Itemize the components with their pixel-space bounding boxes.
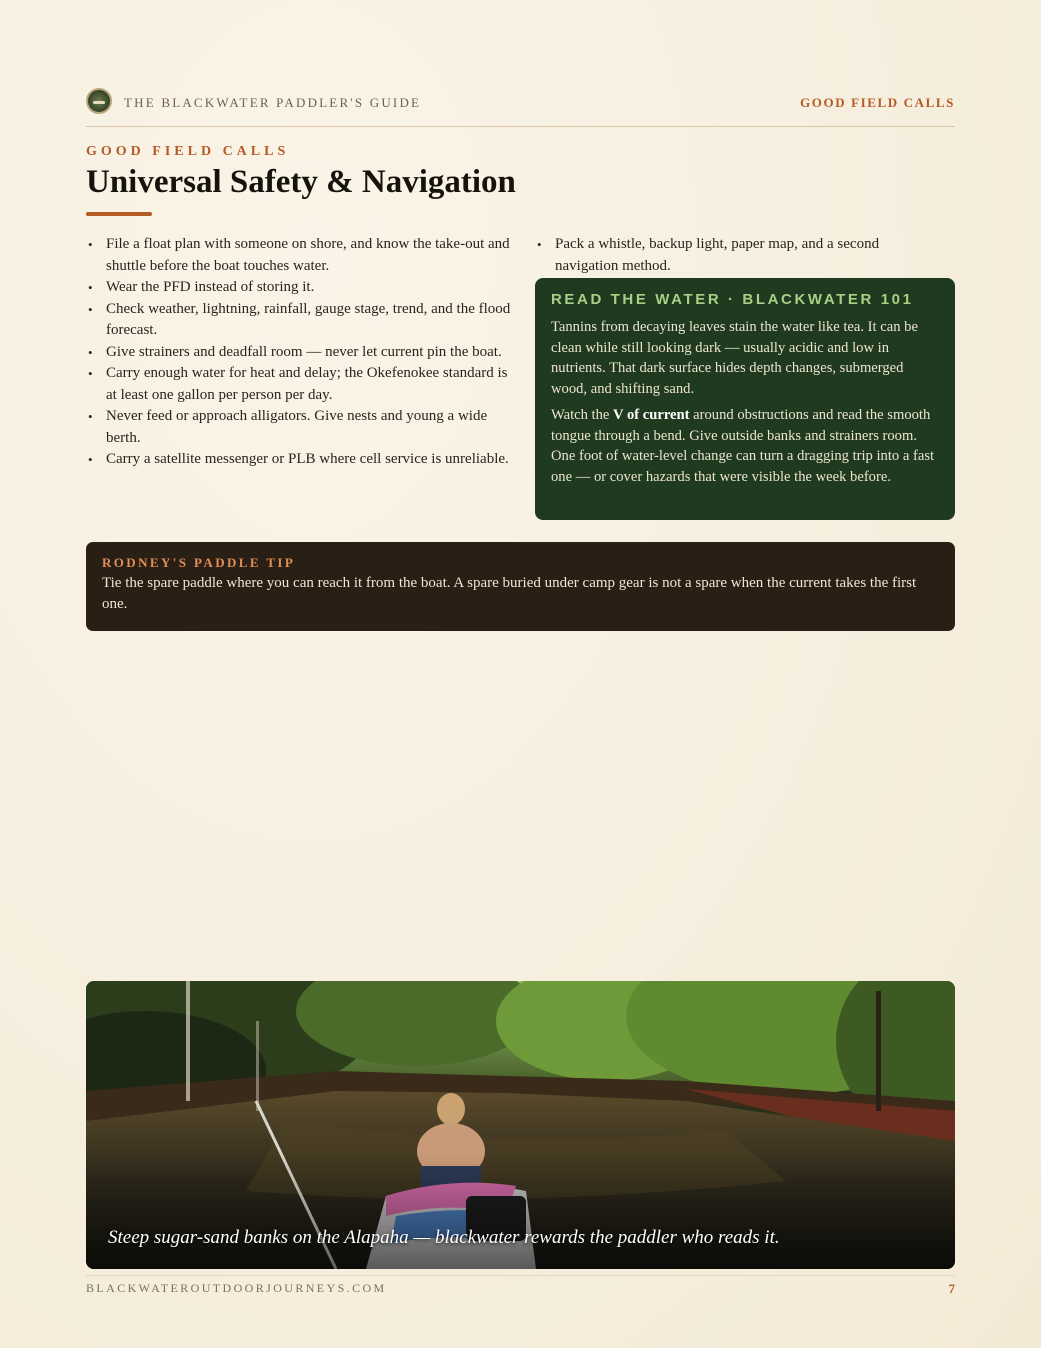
list-item: • Never feed or approach alligators. Give nests and young a wide berth. xyxy=(86,406,516,449)
header-section-label: GOOD FIELD CALLS xyxy=(800,95,955,110)
list-item: • Carry enough water for heat and delay; the Okefenokee standard is at least one gallon per person per day. xyxy=(86,363,516,406)
list-item: • Pack a whistle, backup light, paper map, and a second navigation method. xyxy=(535,234,935,277)
paddler-badge-icon xyxy=(86,88,112,114)
list-item: • File a float plan with someone on shore, and know the take-out and shuttle before the boat touches water. xyxy=(86,234,516,277)
list-item: • Check weather, lightning, rainfall, gauge stage, trend, and the flood forecast. xyxy=(86,299,516,342)
river-photo xyxy=(86,981,955,1269)
read-the-water-callout xyxy=(535,278,955,520)
callout-paragraph: Tannins from decaying leaves stain the water like tea. It can be clean while still looking dark — usually acidic and low in nutrients. That dark surface hides depth changes, submerged wood, and shifting sand. xyxy=(551,319,918,397)
page-header xyxy=(86,88,955,127)
footer-divider xyxy=(86,1275,955,1276)
callout-text: around obstructions and read the smooth tongue through a bend. Give outside banks and strainers room. One foot of water-level change can turn a dragging trip into a fast one — or cover hazards that were visible the week before. xyxy=(551,407,935,485)
guide-title: THE BLACKWATER PADDLER'S GUIDE xyxy=(124,95,422,110)
paddle-tip-box xyxy=(86,542,955,631)
footer-site: BLACKWATEROUTDOORJOURNEYS.COM xyxy=(86,1281,387,1295)
section-eyebrow: GOOD FIELD CALLS xyxy=(86,144,290,159)
title-underline xyxy=(86,212,152,216)
callout-emphasis: V of current xyxy=(613,407,690,423)
page-title: Universal Safety & Navigation xyxy=(86,164,516,200)
photo-caption: Steep sugar-sand banks on the Alapaha — blackwater rewards the paddler who reads it. xyxy=(108,1227,780,1248)
river-photo-illustration xyxy=(86,981,955,1269)
safety-list-right xyxy=(535,234,935,277)
safety-list-left xyxy=(86,234,516,471)
page-number: 7 xyxy=(948,1281,955,1296)
tip-text: Tie the spare paddle where you can reach it from the boat. A spare buried under camp gear is not a spare when the current takes the first one. xyxy=(102,575,917,612)
callout-paragraph xyxy=(551,405,939,487)
list-item: • Carry a satellite messenger or PLB where cell service is unreliable. xyxy=(86,449,516,471)
callout-text: Watch the xyxy=(551,407,614,423)
tip-title: RODNEY'S PADDLE TIP xyxy=(102,555,296,570)
callout-title: READ THE WATER · BLACKWATER 101 xyxy=(551,291,914,308)
list-item: • Wear the PFD instead of storing it. xyxy=(86,277,516,299)
list-item: • Give strainers and deadfall room — never let current pin the boat. xyxy=(86,342,516,364)
